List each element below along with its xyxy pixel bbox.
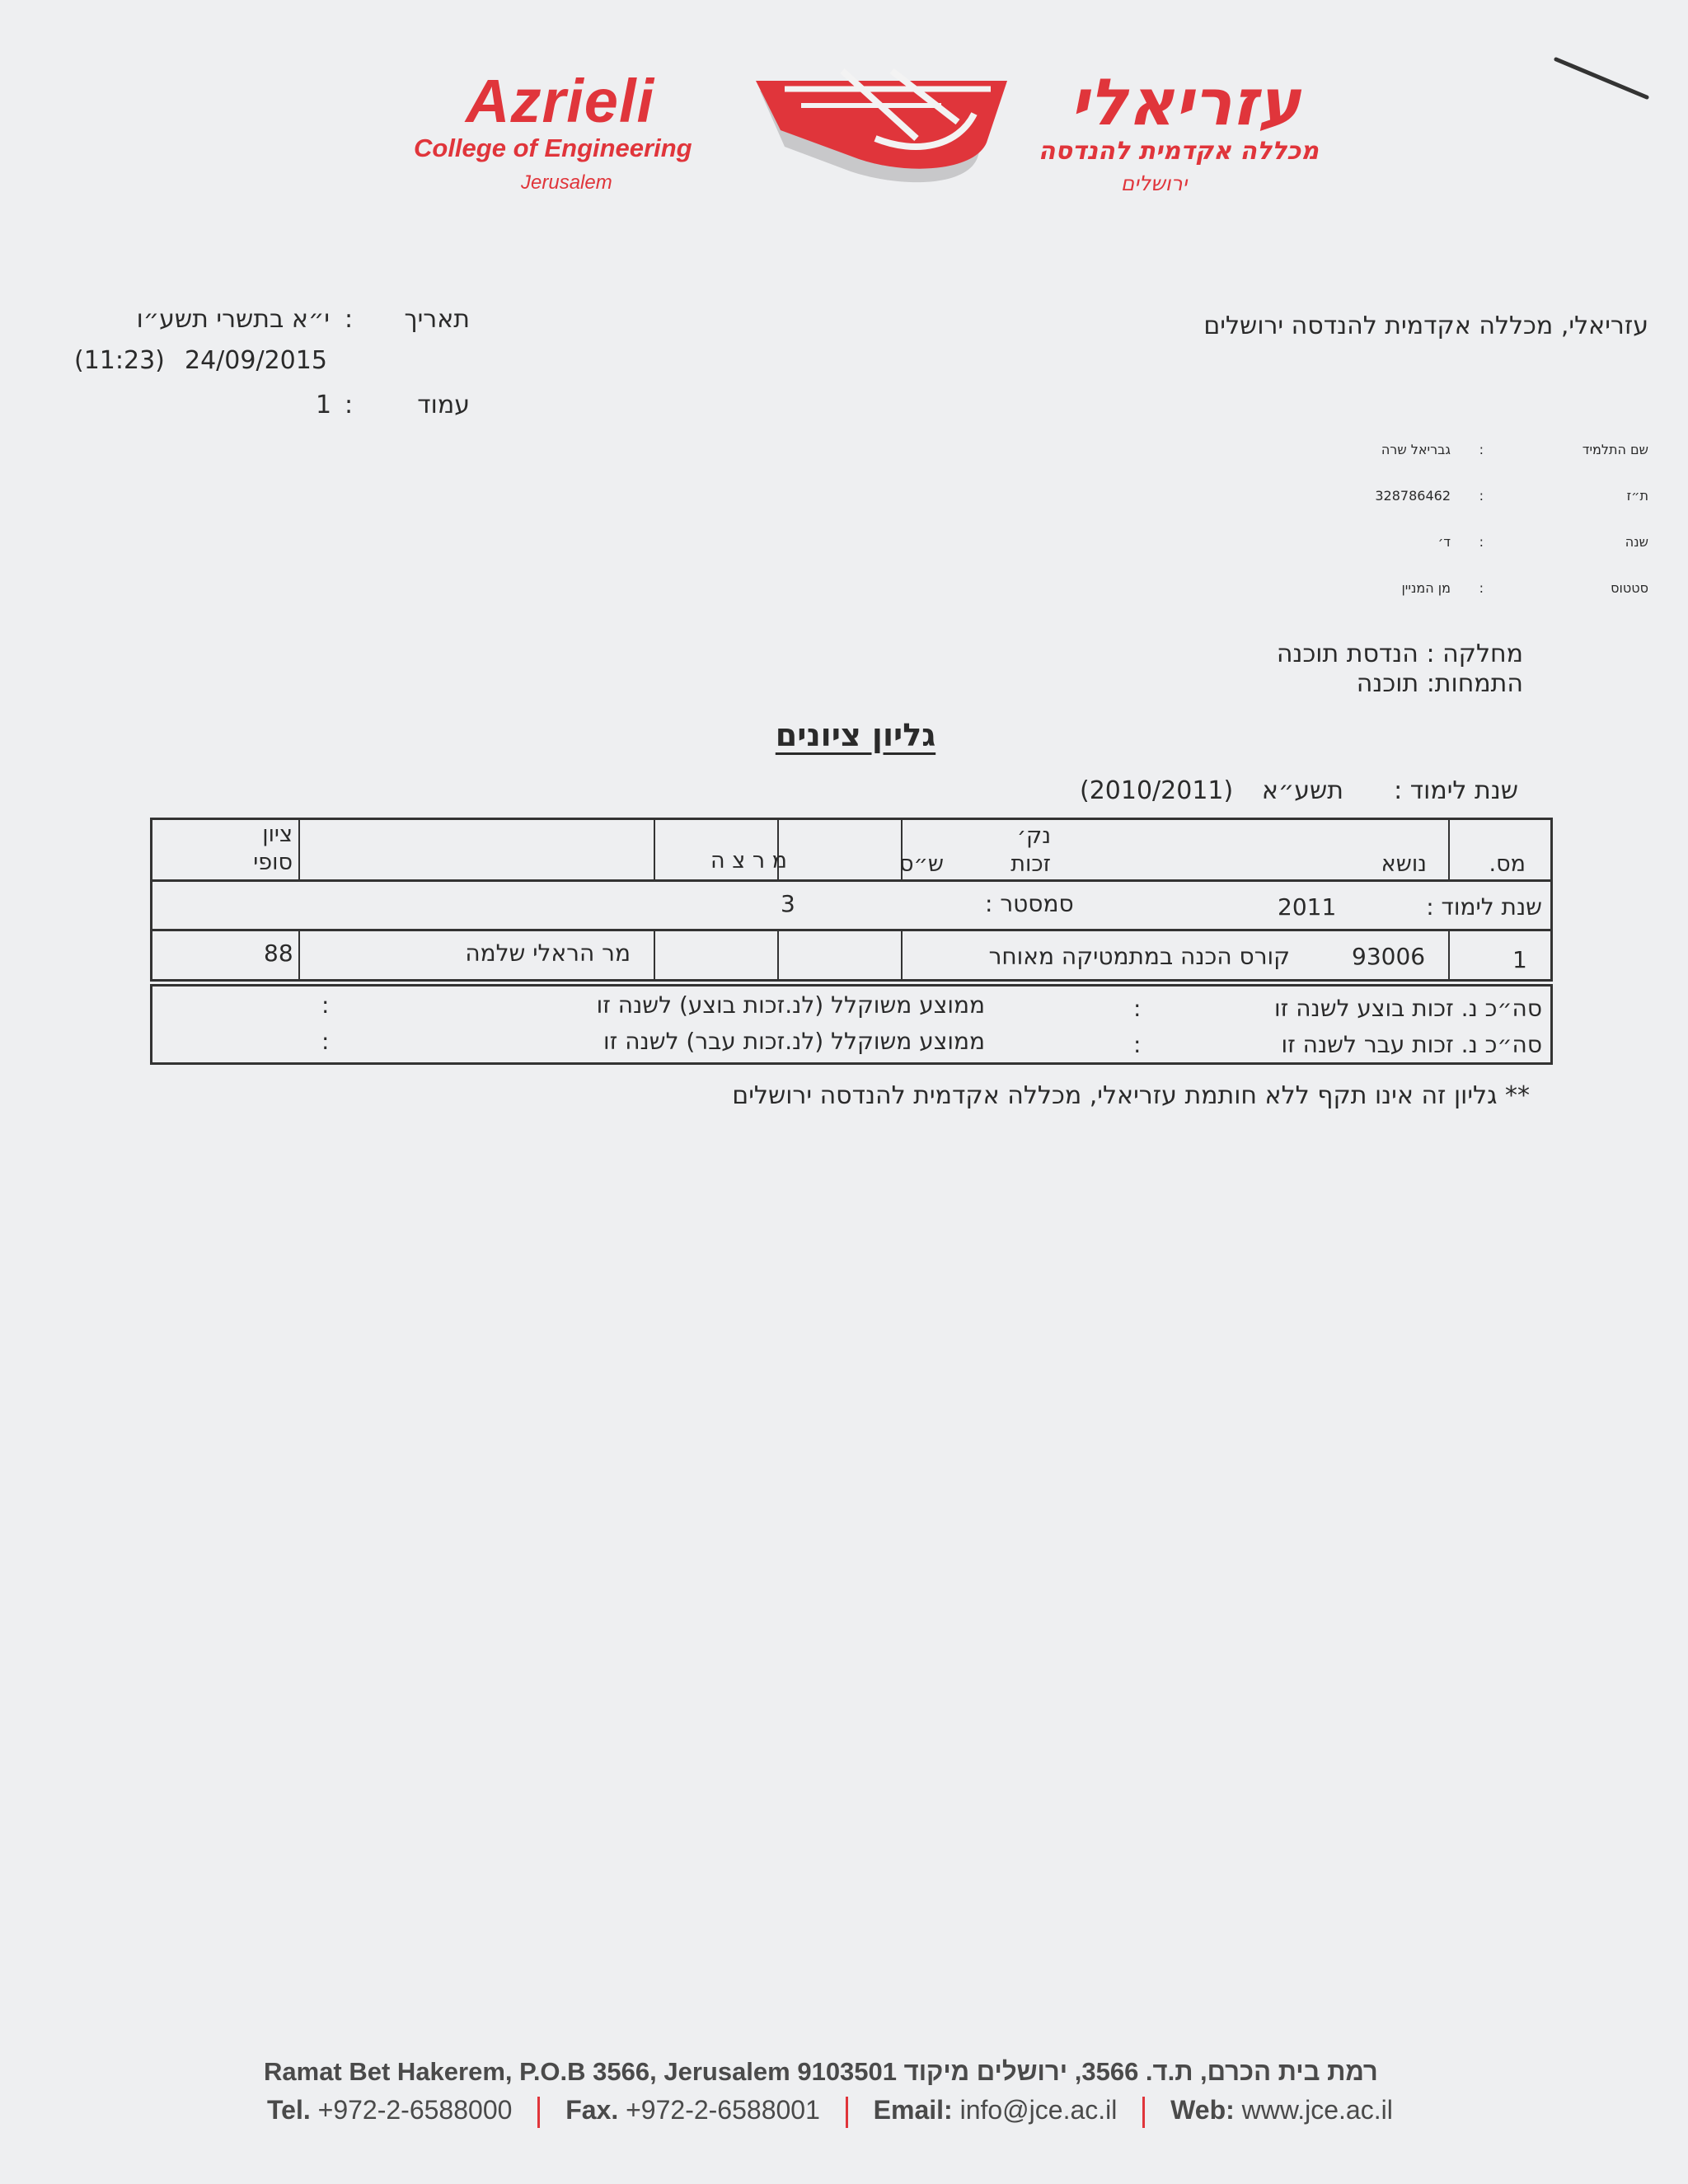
time: (11:23) bbox=[74, 346, 165, 375]
page-colon: : bbox=[345, 391, 354, 419]
student-status-label: סטטוס bbox=[1611, 580, 1648, 596]
semester-row bbox=[150, 879, 1553, 931]
table-row bbox=[150, 929, 1553, 982]
row-number: 1 bbox=[1512, 946, 1527, 973]
email-link[interactable]: info@jce.ac.il bbox=[959, 2095, 1118, 2125]
student-status: מן המניין bbox=[1401, 580, 1451, 596]
study-year-range: (2010/2011) bbox=[1080, 776, 1234, 805]
semester-label: סמסטר : bbox=[985, 890, 1074, 917]
course-name: קורס הכנה במתמטיקה מאוחר bbox=[988, 943, 1290, 970]
header-subject: נושא bbox=[1381, 851, 1427, 877]
footer-address-english: Ramat Bet Hakerem, P.O.B 3566, Jerusalem 9103501 bbox=[264, 2057, 898, 2086]
footer-divider bbox=[1142, 2097, 1145, 2128]
student-name: גבריאל שרה bbox=[1381, 442, 1451, 457]
student-status-row bbox=[1302, 580, 1648, 613]
fax-number: +972-2-6588001 bbox=[626, 2095, 820, 2125]
student-year-label: שנה bbox=[1625, 534, 1648, 550]
header-number: מס. bbox=[1489, 851, 1526, 877]
weighted-average-transferred-label: ממוצע משוקלל (לנ.זכות עבר) לשנה זו bbox=[603, 1028, 985, 1055]
student-year-row bbox=[1302, 534, 1648, 567]
colon: : bbox=[1479, 534, 1484, 550]
tel-label: Tel. bbox=[267, 2095, 311, 2125]
student-id-row bbox=[1302, 488, 1648, 521]
semester-number: 3 bbox=[781, 890, 795, 917]
logo-hebrew-subtitle: מכללה אקדמית להנדסה bbox=[1038, 137, 1319, 166]
footer-contacts bbox=[267, 2095, 1393, 2128]
azrieli-logo-icon bbox=[752, 64, 1015, 204]
footer-address-hebrew: רמת בית הכרם, ת.ד. 3566, ירושלים מיקוד bbox=[903, 2057, 1378, 2086]
semester-year: 2011 bbox=[1278, 893, 1337, 921]
header-grade-line1: ציון bbox=[262, 822, 293, 847]
web-link[interactable]: www.jce.ac.il bbox=[1241, 2095, 1393, 2125]
colon: : bbox=[321, 991, 330, 1019]
email-label: Email: bbox=[873, 2095, 953, 2125]
college-name-line: עזריאלי, מכללה אקדמית להנדסה ירושלים bbox=[1203, 312, 1648, 340]
colon: : bbox=[1479, 580, 1484, 596]
footer-divider bbox=[846, 2097, 848, 2128]
footer-divider bbox=[537, 2097, 540, 2128]
specialization-line: התמחות: תוכנה bbox=[1356, 669, 1523, 698]
study-year-hebrew: תשע״א bbox=[1261, 776, 1343, 805]
header-lecturer: מ ר צ ה bbox=[710, 848, 787, 874]
semester-year-label: שנת לימוד : bbox=[1426, 893, 1542, 921]
table-header bbox=[150, 818, 1553, 882]
colon: : bbox=[1133, 995, 1142, 1022]
student-name-label: שם התלמיד bbox=[1582, 442, 1648, 457]
course-final-grade: 88 bbox=[264, 940, 293, 967]
student-name-row bbox=[1302, 442, 1648, 475]
tel-number: +972-2-6588000 bbox=[317, 2095, 513, 2125]
study-year-label: שנת לימוד : bbox=[1394, 776, 1518, 805]
student-id: 328786462 bbox=[1375, 488, 1451, 504]
date-colon: : bbox=[345, 305, 354, 334]
header-hours: ש״ס bbox=[898, 851, 944, 877]
logo-hebrew-city: ירושלים bbox=[1120, 171, 1188, 195]
pen-mark-icon bbox=[1550, 49, 1657, 107]
course-lecturer: מר הראלי שלמה bbox=[465, 940, 631, 967]
date-hebrew: י״א בתשרי תשע״ו bbox=[136, 305, 330, 334]
footer-address bbox=[264, 2057, 1378, 2087]
page-label: עמוד bbox=[417, 391, 470, 419]
weighted-average-done-label: ממוצע משוקלל (לנ.זכות בוצע) לשנה זו bbox=[596, 991, 985, 1019]
colon: : bbox=[1479, 488, 1484, 504]
date-gregorian: 24/09/2015 bbox=[185, 346, 327, 375]
logo-hebrew-name: עזריאלי bbox=[1069, 66, 1301, 140]
student-id-label: ת״ז bbox=[1626, 488, 1648, 504]
colon: : bbox=[1479, 442, 1484, 457]
credits-transferred-label: סה״כ נ. זכות עבר לשנה זו bbox=[1281, 1031, 1542, 1058]
logo-english-city: Jerusalem bbox=[521, 171, 612, 194]
header-credits-line2: זכות bbox=[1010, 851, 1051, 877]
colon: : bbox=[321, 1028, 330, 1055]
web-label: Web: bbox=[1170, 2095, 1235, 2125]
student-year: ד׳ bbox=[1437, 534, 1451, 550]
page-number: 1 bbox=[316, 391, 332, 419]
summary-box bbox=[150, 984, 1553, 1065]
credits-done-label: סה״כ נ. זכות בוצע לשנה זו bbox=[1274, 995, 1542, 1022]
department-line: מחלקה : הנדסת תוכנה bbox=[1276, 640, 1523, 668]
logo-english-name: Azrieli bbox=[466, 67, 655, 135]
header-credits-line1: נק׳ bbox=[1016, 823, 1051, 849]
header-grade-line2: סופי bbox=[253, 850, 293, 875]
logo-english-subtitle: College of Engineering bbox=[414, 134, 692, 162]
course-code: 93006 bbox=[1352, 943, 1426, 970]
validity-footnote: ** גליון זה אינו תקף ללא חותמת עזריאלי, מכללה אקדמית להנדסה ירושלים bbox=[732, 1081, 1530, 1110]
colon: : bbox=[1133, 1031, 1142, 1058]
date-label: תאריך bbox=[404, 305, 470, 334]
document-title: גליון ציונים bbox=[775, 717, 936, 753]
fax-label: Fax. bbox=[565, 2095, 619, 2125]
